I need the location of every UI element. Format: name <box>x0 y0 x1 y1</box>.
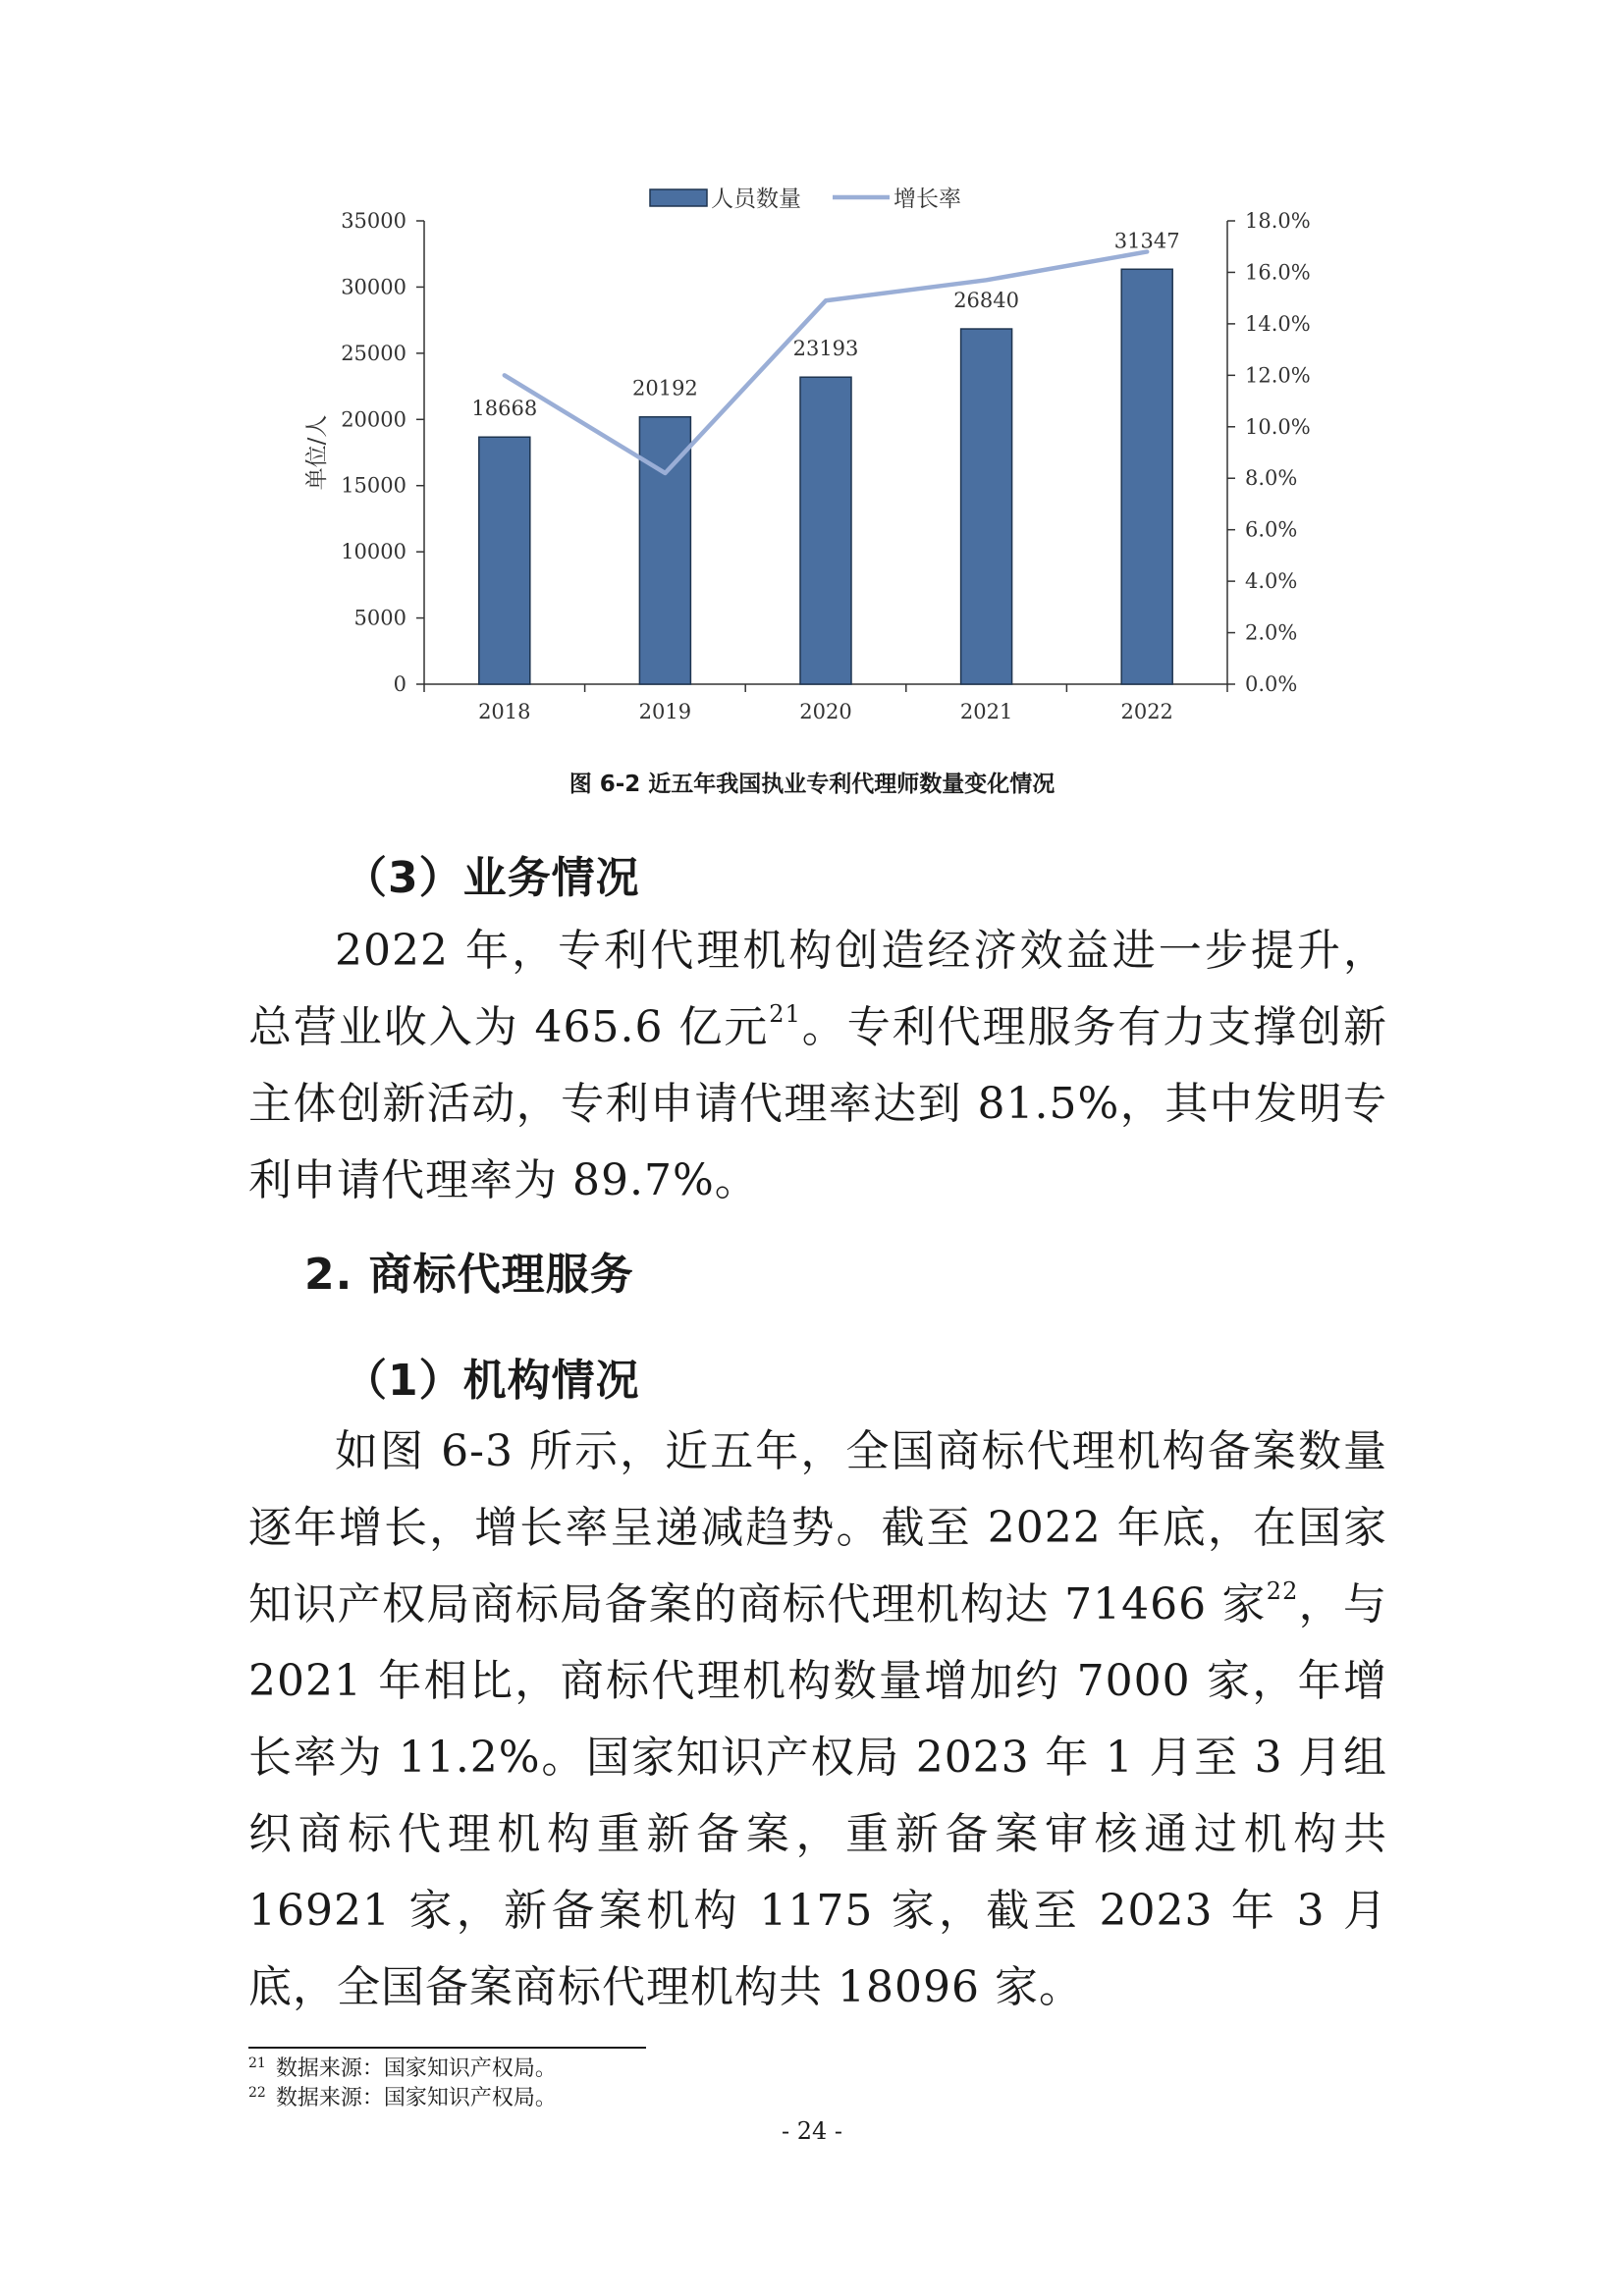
figure-caption: 图 6-2 近五年我国执业专利代理师数量变化情况 <box>568 772 1056 797</box>
y-tick-label: 0 <box>393 672 406 696</box>
footnote-text: 数据来源：国家知识产权局。 <box>275 2056 557 2081</box>
x-tick-label: 2021 <box>959 700 1013 723</box>
x-tick-label: 2018 <box>478 700 531 723</box>
paragraph-text: ，与 2021 年相比，商标代理机构数量增加约 7000 家，年增长率为 11.2%。国家知识产权局 2023 年 1 月至 3 月组织商标代理机构重新备案，重新备案审核通过机构共 16921 家，新备案机构 1175 家，截至 2023 年 3 月底，全国备案商标代理机构共 18096 家。 <box>248 1579 1387 2012</box>
paragraph-institutions <box>248 1414 1387 2026</box>
y-tick-label: 35000 <box>341 209 406 233</box>
legend-bar-swatch <box>650 189 707 206</box>
y2-tick-label: 16.0% <box>1245 260 1311 285</box>
footnote-text: 数据来源：国家知识产权局。 <box>275 2086 557 2110</box>
page-number: - 24 - <box>781 2117 842 2145</box>
paragraph-text: 2022 年，专利代理机构创造经济效益进一步提升，总营业收入为 465.6 亿元 <box>248 926 1387 1052</box>
bar-data-label: 26840 <box>953 289 1020 313</box>
y-tick-label: 10000 <box>341 540 406 564</box>
y2-tick-label: 4.0% <box>1245 569 1298 594</box>
y2-tick-label: 12.0% <box>1245 363 1311 388</box>
y-tick-label: 25000 <box>341 341 406 365</box>
y2-tick-label: 10.0% <box>1245 414 1311 439</box>
legend-line-label: 增长率 <box>893 187 961 212</box>
footnote-divider <box>248 2047 646 2049</box>
bar-series <box>479 269 1172 684</box>
section-heading-institutions: （1）机构情况 <box>344 1356 640 1406</box>
footnote-22 <box>248 2085 557 2112</box>
footnote-ref: 22 <box>1266 1577 1299 1605</box>
footnote-number: 21 <box>248 2056 266 2071</box>
y2-tick-label: 8.0% <box>1245 466 1298 491</box>
footnote-21 <box>248 2056 557 2083</box>
y2-tick-label: 14.0% <box>1245 311 1311 336</box>
footnote-number: 22 <box>248 2085 266 2101</box>
y-tick-label: 15000 <box>341 473 406 498</box>
x-tick-label: 2022 <box>1120 700 1173 723</box>
x-tick-label: 2019 <box>638 700 692 723</box>
staff-count-chart <box>0 0 1624 746</box>
x-tick-label: 2020 <box>799 700 852 723</box>
bar-data-label: 31347 <box>1113 229 1180 253</box>
y-tick-label: 20000 <box>341 407 406 432</box>
y2-tick-label: 2.0% <box>1245 620 1298 645</box>
bar <box>961 329 1012 684</box>
legend-bar-label: 人员数量 <box>711 187 801 212</box>
bar-data-label: 20192 <box>631 376 698 400</box>
section-heading-business: （3）业务情况 <box>344 853 640 903</box>
y-axis-title: 单位/人 <box>304 414 330 491</box>
bar <box>479 437 530 684</box>
bar <box>1121 269 1172 684</box>
paragraph-text: 如图 6-3 所示，近五年，全国商标代理机构备案数量逐年增长，增长率呈递减趋势。截至 2022 年底，在国家知识产权局商标局备案的商标代理机构达 71466 家 <box>248 1426 1387 1629</box>
y-tick-label: 30000 <box>341 275 406 299</box>
paragraph-text: 。专利代理服务有力支撑创新主体创新活动，专利申请代理率达到 81.5%，其中发明专利申请代理率为 89.7%。 <box>248 1002 1388 1205</box>
y2-tick-label: 18.0% <box>1245 209 1311 233</box>
y2-tick-label: 0.0% <box>1245 672 1298 696</box>
chart-legend <box>650 187 961 212</box>
bar <box>800 377 851 684</box>
section-heading-trademark: 2. 商标代理服务 <box>304 1250 634 1300</box>
footnote-ref: 21 <box>769 1000 801 1028</box>
y-tick-label: 5000 <box>353 606 406 630</box>
paragraph-business <box>248 913 1387 1219</box>
y2-tick-label: 6.0% <box>1245 517 1298 542</box>
bar-data-label: 18668 <box>471 397 538 421</box>
bar-data-label: 23193 <box>792 337 859 361</box>
